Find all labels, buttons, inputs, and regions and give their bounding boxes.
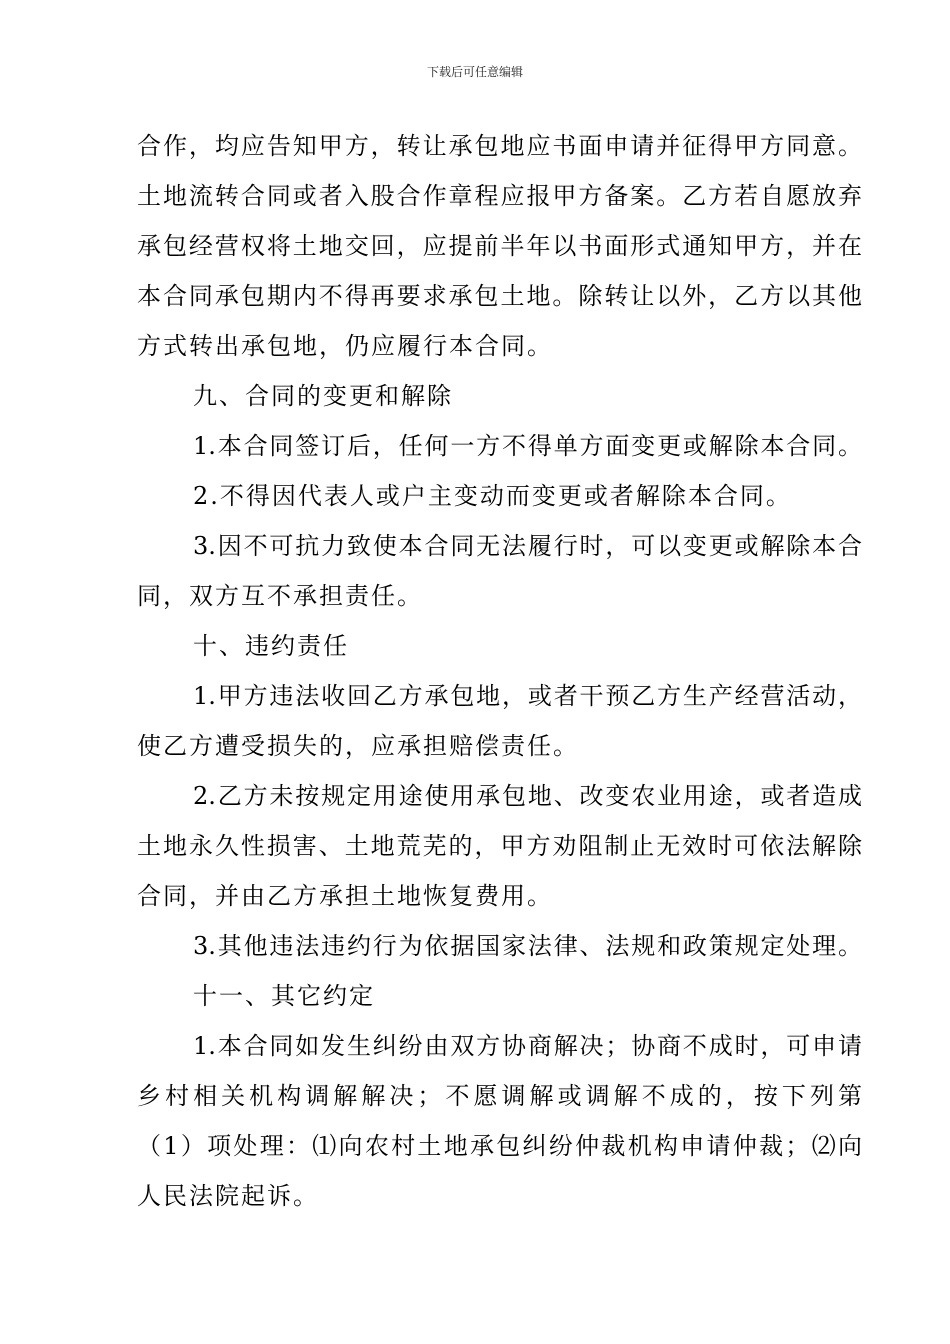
clause-line: 1.本合同如发生纠纷由双方协商解决；协商不成时，可申请 bbox=[193, 1032, 862, 1060]
paragraph-line: 承包经营权将土地交回，应提前半年以书面形式通知甲方，并在 bbox=[137, 232, 862, 260]
clause-line: 人民法院起诉。 bbox=[137, 1182, 319, 1210]
clause-line: 1.甲方违法收回乙方承包地，或者干预乙方生产经营活动， bbox=[193, 682, 862, 710]
clause-line: 合同，并由乙方承担土地恢复费用。 bbox=[137, 882, 553, 910]
clause-line: 1.本合同签订后，任何一方不得单方面变更或解除本合同。 bbox=[193, 432, 862, 460]
section-heading: 十、违约责任 bbox=[193, 632, 349, 660]
clause-line: 3.因不可抗力致使本合同无法履行时，可以变更或解除本合 bbox=[193, 532, 862, 560]
clause-line: 乡村相关机构调解解决；不愿调解或调解不成的，按下列第 bbox=[137, 1082, 862, 1110]
clause-line: 3.其他违法违约行为依据国家法律、法规和政策规定处理。 bbox=[193, 932, 862, 960]
paragraph-line: 土地流转合同或者入股合作章程应报甲方备案。乙方若自愿放弃 bbox=[137, 182, 862, 210]
section-heading: 十一、其它约定 bbox=[193, 982, 375, 1010]
page-header: 下载后可任意编辑 bbox=[426, 65, 523, 79]
section-heading: 九、合同的变更和解除 bbox=[193, 382, 453, 410]
clause-line: 2.不得因代表人或户主变动而变更或者解除本合同。 bbox=[193, 482, 792, 510]
document-body bbox=[137, 121, 862, 1221]
clause-line: 使乙方遭受损失的，应承担赔偿责任。 bbox=[137, 732, 579, 760]
clause-line: 土地永久性损害、土地荒芜的，甲方劝阻制止无效时可依法解除 bbox=[137, 832, 862, 860]
paragraph-line: 本合同承包期内不得再要求承包土地。除转让以外，乙方以其他 bbox=[137, 282, 862, 310]
paragraph-line: 方式转出承包地，仍应履行本合同。 bbox=[137, 332, 553, 360]
clause-line: 2.乙方未按规定用途使用承包地、改变农业用途，或者造成 bbox=[193, 782, 862, 810]
clause-line: 同，双方互不承担责任。 bbox=[137, 582, 423, 610]
clause-line: （1）项处理：⑴向农村土地承包纠纷仲裁机构申请仲裁；⑵向 bbox=[137, 1132, 862, 1160]
paragraph-line: 合作，均应告知甲方，转让承包地应书面申请并征得甲方同意。 bbox=[137, 132, 862, 160]
